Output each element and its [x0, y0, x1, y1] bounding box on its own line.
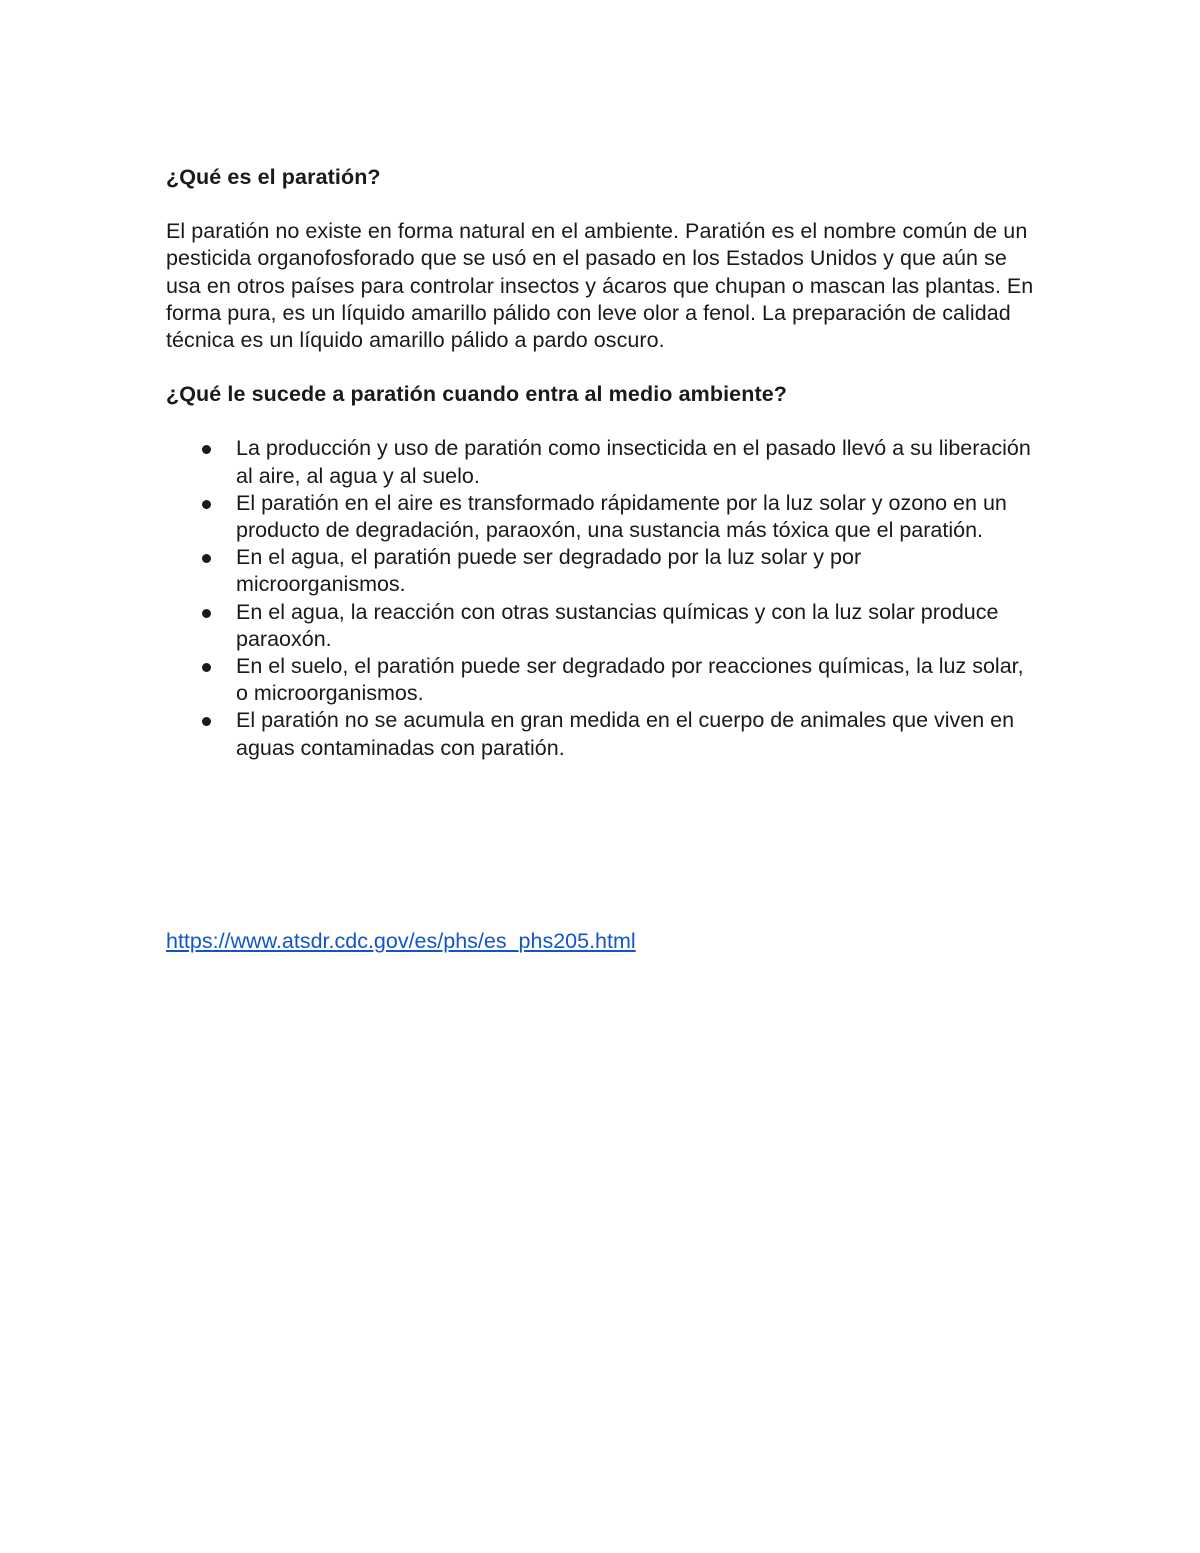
- bullet-text: En el agua, la reacción con otras sustancias químicas y con la luz solar produce paraoxón.: [236, 599, 999, 651]
- section-heading-what-is-parathion: ¿Qué es el paratión?: [166, 165, 381, 189]
- bullet-dot-icon: [202, 663, 211, 672]
- source-link[interactable]: https://www.atsdr.cdc.gov/es/phs/es_phs205.html: [166, 929, 636, 953]
- bullet-dot-icon: [202, 554, 211, 563]
- bullet-item: [166, 599, 1036, 653]
- bullet-dot-icon: [202, 609, 211, 618]
- bullet-text: En el agua, el paratión puede ser degradado por la luz solar y por microorganismos.: [236, 545, 862, 597]
- bullet-item: [166, 490, 1036, 544]
- bullet-text: El paratión en el aire es transformado rápidamente por la luz solar y ozono en un producto de degradación, paraoxón, una sustancia más tóxica que el paratión.: [236, 490, 1007, 543]
- bullet-text: El paratión no se acumula en gran medida en el cuerpo de animales que viven en aguas contaminadas con paratión.: [236, 708, 1015, 760]
- bullet-dot-icon: [202, 445, 211, 454]
- bullet-list-environment: [166, 435, 1046, 761]
- section-heading-environment: ¿Qué le sucede a paratión cuando entra al medio ambiente?: [166, 382, 787, 407]
- bullet-item: [166, 707, 1036, 761]
- bullet-dot-icon: [202, 717, 211, 726]
- section-paragraph-what-is-parathion: El paratión no existe en forma natural en el ambiente. Paratión es el nombre común de un pesticida organofosforado que se usó en el pasado en los Estados Unidos y que aún se usa en otros países para controlar insectos y ácaros que chupan o mascan las plantas. En forma pura, es un líquido amarillo pálido con leve olor a fenol. La preparación de calidad técnica es un líquido amarillo pálido a pardo oscuro.: [166, 219, 1034, 353]
- source-link-row: [166, 928, 636, 955]
- bullet-item: [166, 653, 1036, 707]
- bullet-text: En el suelo, el paratión puede ser degradado por reacciones químicas, la luz solar, o microorganismos.: [236, 654, 1024, 706]
- document-body: [166, 164, 1046, 762]
- bullet-dot-icon: [202, 500, 211, 509]
- bullet-item: [166, 544, 1036, 598]
- bullet-item: [166, 435, 1036, 489]
- bullet-text: La producción y uso de paratión como insecticida en el pasado llevó a su liberación al aire, al agua y al suelo.: [236, 436, 1031, 488]
